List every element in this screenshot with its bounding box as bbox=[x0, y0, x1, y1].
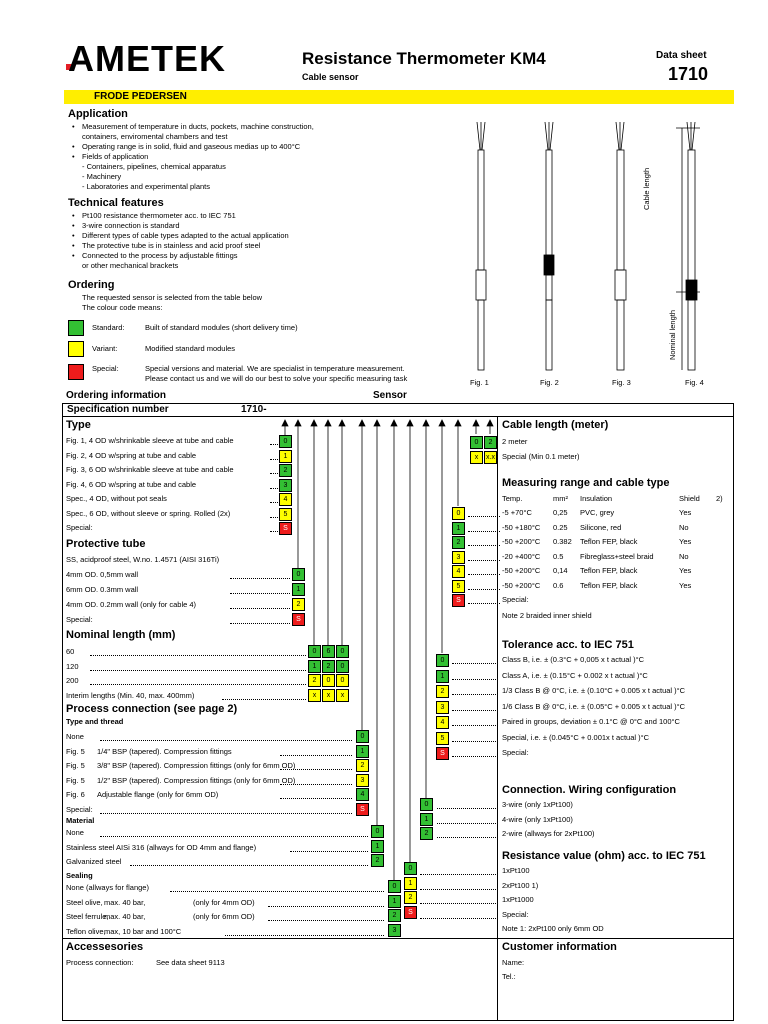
name-banner bbox=[64, 90, 734, 104]
leader-dots bbox=[468, 589, 500, 590]
leader-dots bbox=[280, 755, 352, 756]
sealing-code-box: 1 bbox=[388, 895, 401, 908]
leader-dots bbox=[452, 694, 498, 695]
nominal-title: Nominal length (mm) bbox=[66, 629, 176, 641]
material-code-box: 2 bbox=[371, 854, 384, 867]
leader-dots bbox=[452, 756, 498, 757]
type-code-box: 5 bbox=[279, 508, 292, 521]
list-item: • 3-wire connection is standard bbox=[82, 221, 289, 231]
tolerance-code-box: 1 bbox=[436, 670, 449, 683]
leader-dots bbox=[468, 516, 500, 517]
process-row-type: Fig. 5 bbox=[66, 775, 85, 785]
nominal-code-box: x bbox=[322, 689, 335, 702]
measuring-shield: Yes bbox=[679, 537, 692, 546]
measuring-insulation: Fibreglass+steel braid bbox=[580, 551, 654, 561]
sealing-code-box: 2 bbox=[388, 909, 401, 922]
arrow-head bbox=[407, 420, 413, 426]
leader-dots bbox=[230, 593, 290, 594]
material-row-label: Stainless steel AISi 316 (allways for OD 4mm and flange) bbox=[66, 842, 257, 852]
leader-dots bbox=[468, 603, 500, 604]
legend-standard-label: Standard: bbox=[92, 323, 125, 332]
resistance-row-label: Special: bbox=[502, 909, 529, 919]
nominal-code-box: 6 bbox=[322, 645, 335, 658]
measuring-mm2: 0,25 bbox=[553, 508, 568, 517]
sealing-row-type: None (allways for flange) bbox=[66, 883, 149, 892]
type-row-label: Fig. 3, 6 OD w/shrinkable sleeve at tube and cable bbox=[66, 465, 234, 474]
leader-dots bbox=[468, 545, 500, 546]
sensor-title: Sensor bbox=[373, 390, 407, 401]
frame-left-bottom bbox=[62, 938, 63, 1021]
bottom-divider bbox=[62, 938, 734, 939]
list-item: - Containers, pipelines, chemical apparatus bbox=[82, 162, 226, 171]
leader-dots bbox=[452, 710, 498, 711]
process-code-box: S bbox=[356, 803, 369, 816]
leader-dots bbox=[420, 903, 498, 904]
nominal-row-label: Interim lengths (Min. 40, max. 400mm) bbox=[66, 690, 195, 700]
nominal-code-box: 1 bbox=[308, 660, 321, 673]
list-item: • Fields of application bbox=[82, 152, 314, 162]
material-title: Material bbox=[66, 816, 95, 825]
measuring-insulation: Teflon FEP, black bbox=[580, 566, 638, 575]
leader-dots bbox=[100, 836, 368, 837]
cable-code-box: x.x bbox=[484, 451, 497, 464]
leader-dots bbox=[437, 808, 498, 809]
tube-code-box: 0 bbox=[292, 568, 305, 581]
measuring-temp: -50 +200°C bbox=[502, 580, 541, 590]
cable-length-title: Cable length (meter) bbox=[502, 419, 609, 431]
arrow-head bbox=[391, 420, 397, 426]
measuring-code-box: S bbox=[452, 594, 465, 607]
tube-row-label: 6mm OD. 0.3mm wall bbox=[66, 585, 139, 594]
type-row-label: Fig. 1, 4 OD w/shrinkable sleeve at tube and cable bbox=[66, 436, 234, 445]
arrow-head bbox=[374, 420, 380, 426]
fig4-label: Fig. 4 bbox=[685, 378, 704, 387]
nominal-code-box: x bbox=[308, 689, 321, 702]
process-title: Process connection (see page 2) bbox=[66, 703, 238, 715]
process-row-type: Fig. 5 bbox=[66, 746, 85, 756]
measuring-code-box: 4 bbox=[452, 565, 465, 578]
type-code-box: 2 bbox=[279, 464, 292, 477]
measuring-shield: No bbox=[679, 551, 689, 561]
measuring-code-box: 1 bbox=[452, 522, 465, 535]
measuring-insulation: Teflon FEP, black bbox=[580, 537, 638, 546]
type-title: Type bbox=[66, 419, 91, 431]
nominal-code-box: 0 bbox=[322, 674, 335, 687]
nominal-code-box: 0 bbox=[336, 645, 349, 658]
tube-subtitle: SS, acidproof steel, W.no. 1.4571 (AISI 316Ti) bbox=[66, 555, 220, 564]
type-row-label: Spec., 6 OD, without sleeve or spring. Rolled (2x) bbox=[66, 508, 231, 518]
process-row-desc: 3/8" BSP (tapered). Compression fittings (only for 6mm OD) bbox=[97, 761, 296, 770]
process-row-type: None bbox=[66, 732, 84, 741]
connection-row-label: 3-wire (only 1xPt100) bbox=[502, 800, 573, 809]
resistance-code-box: 0 bbox=[404, 862, 417, 875]
measuring-temp: -50 +180°C bbox=[502, 522, 541, 532]
brand-text: AMETEK bbox=[68, 38, 226, 78]
measuring-temp: Special: bbox=[502, 595, 529, 604]
measuring-mm2: 0.382 bbox=[553, 537, 572, 546]
resistance-code-box: 1 bbox=[404, 877, 417, 890]
sealing-row-pressure: max. 40 bar, bbox=[104, 897, 146, 907]
process-code-box: 0 bbox=[356, 730, 369, 743]
legend-variant-label: Variant: bbox=[92, 344, 118, 353]
connection-row-label: 4-wire (only 1xPt100) bbox=[502, 814, 573, 824]
accessories-title: Accessesories bbox=[66, 941, 144, 953]
leader-dots bbox=[452, 663, 498, 664]
leader-dots bbox=[437, 823, 498, 824]
type-row-label: Fig. 4, 6 OD w/spring at tube and cable bbox=[66, 479, 197, 489]
application-list bbox=[82, 122, 314, 192]
resistance-code-box: 2 bbox=[404, 891, 417, 904]
measuring-mm2: 0.6 bbox=[553, 580, 564, 590]
banner-text: FRODE PEDERSEN bbox=[94, 91, 187, 102]
leader-dots bbox=[222, 699, 306, 700]
ordering-line2: The colour code means: bbox=[82, 303, 163, 312]
tube-row-label: 4mm OD. 0.2mm wall (only for cable 4) bbox=[66, 600, 197, 609]
arrow-head bbox=[311, 420, 317, 426]
brand-logo bbox=[66, 38, 266, 78]
connection-code-box: 2 bbox=[420, 827, 433, 840]
leader-dots bbox=[268, 920, 384, 921]
list-item: • Pt100 resistance thermometer acc. to IEC 751 bbox=[82, 211, 289, 221]
technical-list bbox=[82, 211, 289, 271]
leader-dots bbox=[90, 670, 306, 671]
sealing-title: Sealing bbox=[66, 871, 93, 880]
nominal-row-label: 200 bbox=[66, 676, 79, 685]
measuring-title: Measuring range and cable type bbox=[502, 477, 670, 489]
resistance-title: Resistance value (ohm) acc. to IEC 751 bbox=[502, 850, 706, 862]
legend-special-swatch bbox=[68, 364, 84, 380]
nominal-length-label: Nominal length bbox=[668, 309, 677, 360]
measuring-code-box: 5 bbox=[452, 580, 465, 593]
list-item: - Laboratories and experimental plants bbox=[82, 182, 210, 191]
nominal-row-label: 60 bbox=[66, 647, 75, 656]
technical-title: Technical features bbox=[68, 197, 164, 209]
process-subtitle: Type and thread bbox=[66, 717, 124, 726]
list-item: • Different types of cable types adapted to the actual application bbox=[82, 231, 289, 241]
arrow-head bbox=[439, 420, 445, 426]
tube-code-box: 1 bbox=[292, 583, 305, 596]
nominal-code-box: 2 bbox=[322, 660, 335, 673]
leader-dots bbox=[130, 865, 368, 866]
measuring-insulation: PVC, grey bbox=[580, 508, 615, 517]
nominal-code-box: 0 bbox=[308, 645, 321, 658]
leader-dots bbox=[170, 891, 384, 892]
datasheet-number: 1710 bbox=[668, 64, 709, 84]
spec-label: Specification number bbox=[67, 404, 169, 415]
cable-row-label: Special (Min 0.1 meter) bbox=[502, 452, 580, 461]
leader-dots bbox=[437, 837, 498, 838]
leader-dots bbox=[452, 741, 498, 742]
sealing-row-pressure: max. 40 bar, bbox=[104, 912, 146, 921]
accessories-text: See data sheet 9113 bbox=[156, 958, 225, 967]
measuring-insulation: Silicone, red bbox=[580, 522, 622, 532]
material-row-label: Galvanized steel bbox=[66, 857, 122, 866]
tube-code-box: 2 bbox=[292, 598, 305, 611]
customer-title: Customer information bbox=[502, 941, 617, 953]
cable-code-box: x bbox=[470, 451, 483, 464]
material-code-box: 1 bbox=[371, 840, 384, 853]
cable-row-label: 2 meter bbox=[502, 437, 528, 446]
type-row-label: Fig. 2, 4 OD w/spring at tube and cable bbox=[66, 450, 197, 460]
legend-special-text2: Please contact us and we will do our best to solve your specific measuring task bbox=[145, 374, 408, 383]
arrow-head bbox=[359, 420, 365, 426]
leader-dots bbox=[268, 906, 384, 907]
sealing-row-pressure: max, 10 bar and 100°C bbox=[104, 926, 182, 936]
tube-title: Protective tube bbox=[66, 538, 146, 550]
leader-dots bbox=[100, 813, 352, 814]
sealing-row-type: Teflon olive, bbox=[66, 926, 106, 936]
measuring-note: Note 2 braided inner shield bbox=[502, 611, 592, 620]
tolerance-code-box: 4 bbox=[436, 716, 449, 729]
measuring-header-temp: Temp. bbox=[502, 494, 523, 503]
legend-special-label: Special: bbox=[92, 364, 119, 373]
nominal-code-box: 0 bbox=[336, 660, 349, 673]
sensor-drawings bbox=[460, 120, 730, 390]
tolerance-code-box: 0 bbox=[436, 654, 449, 667]
tolerance-code-box: 2 bbox=[436, 685, 449, 698]
type-code-box: 4 bbox=[279, 493, 292, 506]
cable-code-box: 0 bbox=[470, 436, 483, 449]
measuring-temp: -5 +70°C bbox=[502, 508, 532, 517]
arrow-head bbox=[487, 420, 493, 426]
tube-code-box: S bbox=[292, 613, 305, 626]
ametek-logo bbox=[66, 38, 266, 78]
customer-tel: Tel.: bbox=[502, 972, 516, 981]
leader-dots bbox=[230, 608, 290, 609]
tolerance-row-label: Class A, i.e. ± (0.15°C + 0.002 x t actual )°C bbox=[502, 670, 648, 680]
tolerance-code-box: S bbox=[436, 747, 449, 760]
process-code-box: 1 bbox=[356, 745, 369, 758]
figures-drawing bbox=[460, 120, 730, 390]
tolerance-row-label: Special: bbox=[502, 748, 529, 757]
leader-dots bbox=[270, 517, 278, 518]
leader-dots bbox=[270, 444, 278, 445]
customer-name: Name: bbox=[502, 958, 525, 967]
ordering-line1: The requested sensor is selected from the table below bbox=[82, 293, 263, 302]
measuring-insulation: Teflon FEP, black bbox=[580, 580, 638, 590]
measuring-shield: Yes bbox=[679, 566, 692, 575]
leader-dots bbox=[270, 459, 278, 460]
arrow-head bbox=[282, 420, 288, 426]
cable-code-box: 2 bbox=[484, 436, 497, 449]
leader-dots bbox=[452, 679, 498, 680]
type-row-label: Spec., 4 OD, without pot seals bbox=[66, 494, 167, 503]
legend-variant-swatch bbox=[68, 341, 84, 357]
tolerance-row-label: 1/6 Class B @ 0°C, i.e. ± (0.05°C + 0.005 x t actual )°C bbox=[502, 701, 686, 711]
connection-code-box: 1 bbox=[420, 813, 433, 826]
arrow-head bbox=[455, 420, 461, 426]
fig1-label: Fig. 1 bbox=[470, 378, 489, 387]
material-row-label: None bbox=[66, 828, 84, 837]
leader-dots bbox=[280, 798, 352, 799]
measuring-header-note: 2) bbox=[716, 494, 723, 503]
tolerance-code-box: 3 bbox=[436, 701, 449, 714]
resistance-row-label: 1xPt1000 bbox=[502, 895, 534, 904]
arrow-head bbox=[325, 420, 331, 426]
application-title: Application bbox=[68, 108, 128, 120]
tolerance-row-label: 1/3 Class B @ 0°C, i.e. ± (0.10°C + 0.005 x t actual )°C bbox=[502, 686, 686, 695]
bottom-frame bbox=[62, 1020, 734, 1021]
material-code-box: 0 bbox=[371, 825, 384, 838]
leader-dots bbox=[468, 574, 500, 575]
list-item: containers, enviromental chambers and test bbox=[82, 132, 228, 141]
leader-dots bbox=[230, 623, 290, 624]
datasheet-label: Data sheet bbox=[656, 50, 707, 61]
leader-dots bbox=[100, 740, 352, 741]
resistance-code-box: S bbox=[404, 906, 417, 919]
tolerance-row-label: Special, i.e. ± (0.045°C + 0.001x t actual )°C bbox=[502, 732, 650, 742]
leader-dots bbox=[468, 531, 500, 532]
resistance-row-label: 1xPt100 bbox=[502, 866, 530, 875]
ordering-info-title: Ordering information bbox=[66, 390, 166, 401]
sealing-code-box: 0 bbox=[388, 880, 401, 893]
measuring-shield: Yes bbox=[679, 508, 692, 517]
sealing-row-type: Steel olive, bbox=[66, 897, 103, 907]
list-item: • Operating range is in solid, fluid and gaseous medias up to 400°C bbox=[82, 142, 314, 152]
list-item: • Connected to the process by adjustable fittings bbox=[82, 251, 289, 261]
measuring-temp: -50 +200°C bbox=[502, 566, 541, 575]
leader-dots bbox=[290, 851, 368, 852]
measuring-mm2: 0.25 bbox=[553, 522, 568, 532]
page-title: Resistance Thermometer KM4 bbox=[302, 49, 546, 68]
arrow-head bbox=[339, 420, 345, 426]
leader-dots bbox=[280, 784, 352, 785]
accessories-label: Process connection: bbox=[66, 958, 134, 967]
ordering-title: Ordering bbox=[68, 279, 115, 291]
process-code-box: 2 bbox=[356, 759, 369, 772]
legend-variant-text: Modified standard modules bbox=[145, 344, 236, 353]
leader-dots bbox=[230, 578, 290, 579]
leader-dots bbox=[420, 874, 498, 875]
arrow-head bbox=[423, 420, 429, 426]
fig2-label: Fig. 2 bbox=[540, 378, 559, 387]
leader-dots bbox=[225, 935, 384, 936]
leader-dots bbox=[90, 684, 306, 685]
measuring-header-mm: mm² bbox=[553, 494, 568, 503]
tube-row-label: 4mm OD. 0,5mm wall bbox=[66, 570, 139, 579]
list-item: • The protective tube is in stainless and acid proof steel bbox=[82, 241, 289, 251]
process-code-box: 4 bbox=[356, 788, 369, 801]
process-row-type: Fig. 5 bbox=[66, 761, 85, 770]
sealing-row-note: (only for 4mm OD) bbox=[193, 897, 255, 907]
measuring-temp: -20 +400°C bbox=[502, 551, 541, 561]
connection-code-box: 0 bbox=[420, 798, 433, 811]
legend-standard-swatch bbox=[68, 320, 84, 336]
leader-dots bbox=[468, 560, 500, 561]
process-row-desc: Adjustable flange (only for 6mm OD) bbox=[97, 790, 219, 799]
leader-dots bbox=[270, 473, 278, 474]
tolerance-code-box: 5 bbox=[436, 732, 449, 745]
legend-standard-text: Built of standard modules (short delivery time) bbox=[145, 323, 298, 332]
process-row-type: Fig. 6 bbox=[66, 790, 85, 799]
list-item: - Machinery bbox=[82, 172, 122, 181]
resistance-note: Note 1: 2xPt100 only 6mm OD bbox=[502, 924, 604, 933]
measuring-code-box: 0 bbox=[452, 507, 465, 520]
tube-row-label: Special: bbox=[66, 615, 93, 624]
leader-dots bbox=[90, 655, 306, 656]
measuring-mm2: 0,14 bbox=[553, 566, 568, 575]
nominal-row-label: 120 bbox=[66, 661, 79, 671]
measuring-mm2: 0.5 bbox=[553, 551, 564, 561]
measuring-code-box: 3 bbox=[452, 551, 465, 564]
type-code-box: 0 bbox=[279, 435, 292, 448]
tolerance-row-label: Class B, i.e. ± (0.3°C + 0,005 x t actual )°C bbox=[502, 655, 645, 664]
page-subtitle: Cable sensor bbox=[302, 72, 359, 82]
cable-length-label: Cable length bbox=[642, 167, 651, 210]
leader-dots bbox=[270, 502, 278, 503]
leader-dots bbox=[420, 889, 498, 890]
process-row-desc: 1/4" BSP (tapered). Compression fittings bbox=[97, 746, 232, 756]
measuring-shield: No bbox=[679, 522, 689, 532]
sealing-row-type: Steel ferrule, bbox=[66, 912, 109, 921]
resistance-row-label: 2xPt100 1) bbox=[502, 880, 539, 890]
tolerance-title: Tolerance acc. to IEC 751 bbox=[502, 639, 634, 651]
process-code-box: 3 bbox=[356, 774, 369, 787]
nominal-code-box: 0 bbox=[336, 674, 349, 687]
arrow-head bbox=[295, 420, 301, 426]
leader-dots bbox=[270, 488, 278, 489]
spec-code: 1710- bbox=[241, 404, 267, 415]
measuring-shield: Yes bbox=[679, 580, 692, 590]
sealing-row-note: (only for 6mm OD) bbox=[193, 912, 255, 921]
measuring-header-insulation: Insulation bbox=[580, 494, 613, 503]
tolerance-row-label: Paired in groups, deviation ± 0.1°C @ 0°C and 100°C bbox=[502, 717, 680, 726]
type-code-box: 3 bbox=[279, 479, 292, 492]
connection-row-label: 2-wire (allways for 2xPt100) bbox=[502, 829, 595, 838]
connection-title: Connection. Wiring configuration bbox=[502, 784, 677, 796]
list-item: or other mechanical brackets bbox=[82, 261, 179, 270]
nominal-code-box: 2 bbox=[308, 674, 321, 687]
list-item: • Measurement of temperature in ducts, pockets, machine construction, bbox=[82, 122, 314, 132]
measuring-temp: -50 +200°C bbox=[502, 537, 541, 546]
measuring-header-shield: Shield bbox=[679, 494, 700, 503]
sealing-code-box: 3 bbox=[388, 924, 401, 937]
type-code-box: S bbox=[279, 522, 292, 535]
fig3-label: Fig. 3 bbox=[612, 378, 631, 387]
leader-dots bbox=[280, 769, 352, 770]
type-row-label: Special: bbox=[66, 523, 93, 532]
process-row-desc: 1/2" BSP (tapered). Compression fittings (only for 6mm OD) bbox=[97, 775, 296, 785]
leader-dots bbox=[420, 918, 498, 919]
legend-special-text: Special versions and material. We are specialist in temperature measurement. bbox=[145, 364, 405, 373]
process-row-type: Special: bbox=[66, 804, 93, 814]
leader-dots bbox=[270, 531, 278, 532]
measuring-code-box: 2 bbox=[452, 536, 465, 549]
type-code-box: 1 bbox=[279, 450, 292, 463]
nominal-code-box: x bbox=[336, 689, 349, 702]
leader-dots bbox=[452, 725, 498, 726]
arrow-head bbox=[473, 420, 479, 426]
